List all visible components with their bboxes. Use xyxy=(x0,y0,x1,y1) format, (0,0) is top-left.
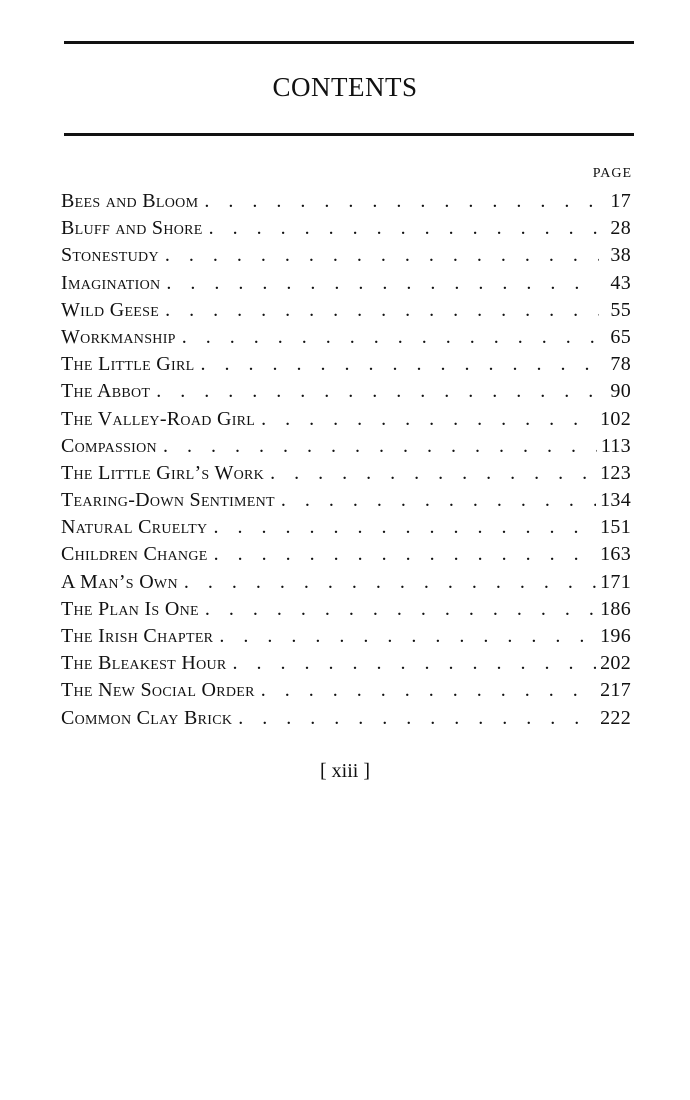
toc-entry-page: 43 xyxy=(610,271,631,294)
toc-entry xyxy=(61,299,631,326)
dot-leader xyxy=(165,244,599,267)
dot-leader xyxy=(204,190,599,213)
toc-entry-page: 151 xyxy=(600,516,631,539)
page-title: CONTENTS xyxy=(272,72,418,102)
toc-entry xyxy=(61,489,631,516)
title-rule xyxy=(64,133,634,136)
dot-leader xyxy=(163,435,597,458)
toc-entry-title: The Little Girl’s Work xyxy=(61,461,265,484)
toc-entry xyxy=(61,625,631,652)
dot-leader xyxy=(233,652,597,675)
toc-entry-title: Bluff and Shore xyxy=(61,217,203,240)
top-rule xyxy=(64,41,634,44)
toc-entry xyxy=(61,679,631,706)
page-folio: [ xiii ] xyxy=(320,760,370,782)
toc-entry-page: 28 xyxy=(610,217,631,240)
toc-entry-title: Wild Geese xyxy=(61,298,160,321)
dot-leader xyxy=(209,217,599,240)
dot-leader xyxy=(219,625,596,648)
dot-leader xyxy=(213,516,596,539)
toc-entry-title: The Bleakest Hour xyxy=(61,652,227,675)
toc-entry-title: Bees and Bloom xyxy=(61,190,199,212)
dot-leader xyxy=(270,462,596,485)
toc-entry xyxy=(61,380,631,407)
toc-entry-title: The New Social Order xyxy=(61,679,255,702)
toc-entry-page: 163 xyxy=(600,543,631,566)
toc-entry xyxy=(61,516,631,543)
toc-entry-title: A Man’s Own xyxy=(61,570,178,593)
dot-leader xyxy=(238,707,596,730)
page-column-label: PAGE xyxy=(592,166,632,181)
toc-entry-title: Imagination xyxy=(61,271,161,294)
toc-entry xyxy=(61,571,631,598)
toc-entry-page: 171 xyxy=(600,570,631,593)
toc-entry xyxy=(61,598,631,625)
toc-entry-title: The Irish Chapter xyxy=(61,625,214,647)
dot-leader xyxy=(205,598,596,621)
table-of-contents xyxy=(61,190,631,734)
dot-leader xyxy=(200,353,599,376)
toc-entry-page: 17 xyxy=(610,190,631,212)
toc-entry xyxy=(61,272,631,299)
dot-leader xyxy=(182,326,599,349)
toc-entry-page: 222 xyxy=(600,706,631,729)
dot-leader xyxy=(166,272,599,295)
toc-entry-page: 102 xyxy=(600,407,631,430)
dot-leader xyxy=(156,380,599,403)
toc-entry-page: 113 xyxy=(600,434,631,457)
toc-entry-title: Natural Cruelty xyxy=(61,516,208,539)
toc-entry-page: 38 xyxy=(610,244,631,267)
toc-entry xyxy=(61,543,631,570)
toc-entry xyxy=(61,353,631,380)
toc-entry-title: Stonestudy xyxy=(61,244,159,267)
toc-entry xyxy=(61,326,631,353)
toc-entry-title: Common Clay Brick xyxy=(61,706,233,729)
toc-entry-page: 134 xyxy=(600,489,631,512)
toc-entry-title: Children Change xyxy=(61,543,208,566)
toc-entry-page: 202 xyxy=(600,652,631,675)
toc-entry xyxy=(61,707,631,734)
dot-leader xyxy=(184,571,596,594)
toc-entry xyxy=(61,462,631,489)
toc-entry-title: The Abbot xyxy=(61,380,151,403)
toc-entry-page: 90 xyxy=(610,380,631,403)
toc-entry-title: Compassion xyxy=(61,434,157,457)
toc-entry xyxy=(61,408,631,435)
toc-entry xyxy=(61,217,631,244)
toc-entry-page: 186 xyxy=(600,597,631,620)
toc-entry-title: The Little Girl xyxy=(61,353,195,376)
toc-entry-title: The Plan Is One xyxy=(61,597,199,620)
toc-entry-title: Tearing-Down Sentiment xyxy=(61,489,275,512)
dot-leader xyxy=(281,489,596,512)
dot-leader xyxy=(165,299,599,322)
dot-leader xyxy=(261,408,596,431)
toc-entry-page: 55 xyxy=(610,298,631,321)
toc-entry-page: 78 xyxy=(610,353,631,376)
toc-entry-title: The Valley-Road Girl xyxy=(61,407,256,430)
dot-leader xyxy=(214,543,596,566)
toc-entry-page: 217 xyxy=(600,679,631,702)
toc-entry xyxy=(61,244,631,271)
dot-leader xyxy=(261,679,596,702)
toc-entry xyxy=(61,652,631,679)
toc-entry-page: 65 xyxy=(610,325,631,348)
toc-entry xyxy=(61,435,631,462)
toc-entry-page: 123 xyxy=(600,461,631,484)
toc-entry-page: 196 xyxy=(600,625,631,647)
toc-entry xyxy=(61,190,631,217)
toc-entry-title: Workmanship xyxy=(61,325,176,348)
